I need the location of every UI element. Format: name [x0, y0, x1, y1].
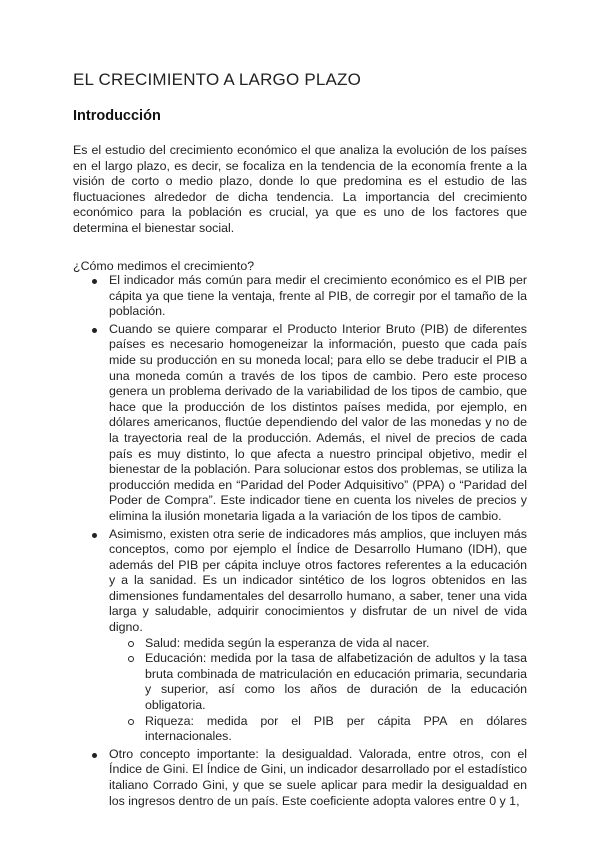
list-item: El indicador más común para medir el crecimiento económico es el PIB per cápita ya que tiene la ventaja, frente al PIB, de corregir por el tamaño de la población.: [109, 273, 527, 319]
list-item-text: Asimismo, existen otra serie de indicadores más amplios, que incluyen más conceptos, como por ejemplo el Índice de Desarrollo Humano (IDH), que además del PIB per cápita incluye otros factores referentes a la educación y a la sanidad. Es un indicador sintético de los logros obtenidos en las dimensiones fundamentales del desarrollo humano, a saber, tener una vida larga y saludable, adquirir conocimientos y disfrutar de un nivel de vida digno.: [109, 526, 527, 635]
intro-paragraph: Es el estudio del crecimiento económico el que analiza la evolución de los países en el largo plazo, es decir, se focaliza en la tendencia de la economía frente a la visión de corto o medio plazo, donde lo que predomina es el estudio de las fluctuaciones alrededor de dicha tendencia. La importancia del crecimiento económico para la población es crucial, ya que es uno de los factores que determina el bienestar social.: [73, 143, 527, 235]
document-title: EL CRECIMIENTO A LARGO PLAZO: [73, 70, 362, 89]
sub-list-item: Educación: medida por la tasa de alfabetización de adultos y la tasa bruta combinada de matriculación en educación primaria, secundaria y superior, así como los años de duración de la educación obligatoria.: [145, 651, 527, 713]
sub-list-item: Riqueza: medida por el PIB per cápita PPA en dólares internacionales.: [145, 713, 527, 744]
section-heading: Introducción: [73, 108, 161, 124]
question-line: ¿Cómo medimos el crecimiento?: [73, 259, 255, 273]
bullet-list: [73, 273, 527, 811]
sub-bullet-list: [109, 636, 527, 745]
list-item: Cuando se quiere comparar el Producto Interior Bruto (PIB) de diferentes países es necesario homogeneizar la información, puesto que cada país mide su producción en su moneda local; para ello se debe traducir el PIB a una moneda común a través de los tipos de cambio. Pero este proceso genera un problema derivado de la variabilidad de los tipos de cambio, que hace que la producción de los distintos países medida, por ejemplo, en dólares americanos, fluctúe dependiendo del valor de las monedas y no de la trayectoria real de la producción. Además, el nivel de precios de cada país es muy distinto, lo que afecta a nuestro principal objetivo, medir el bienestar de la población. Para solucionar estos dos problemas, se utiliza la producción medida en “Paridad del Poder Adquisitivo” (PPA) o “Paridad del Poder de Compra”. Este indicador tiene en cuenta los niveles de precios y elimina la ilusión monetaria ligada a la variación de los tipos de cambio.: [109, 321, 527, 523]
sub-list-item: Salud: medida según la esperanza de vida al nacer.: [145, 636, 527, 652]
list-item: [109, 527, 527, 745]
list-item: Otro concepto importante: la desigualdad. Valorada, entre otros, con el Índice de Gini. El Índice de Gini, un indicador desarrollado por el estadístico italiano Corrado Gini, y que se suele aplicar para medir la desigualdad en los ingresos dentro de un país. Este coeficiente adopta valores entre 0 y 1,: [109, 746, 527, 808]
